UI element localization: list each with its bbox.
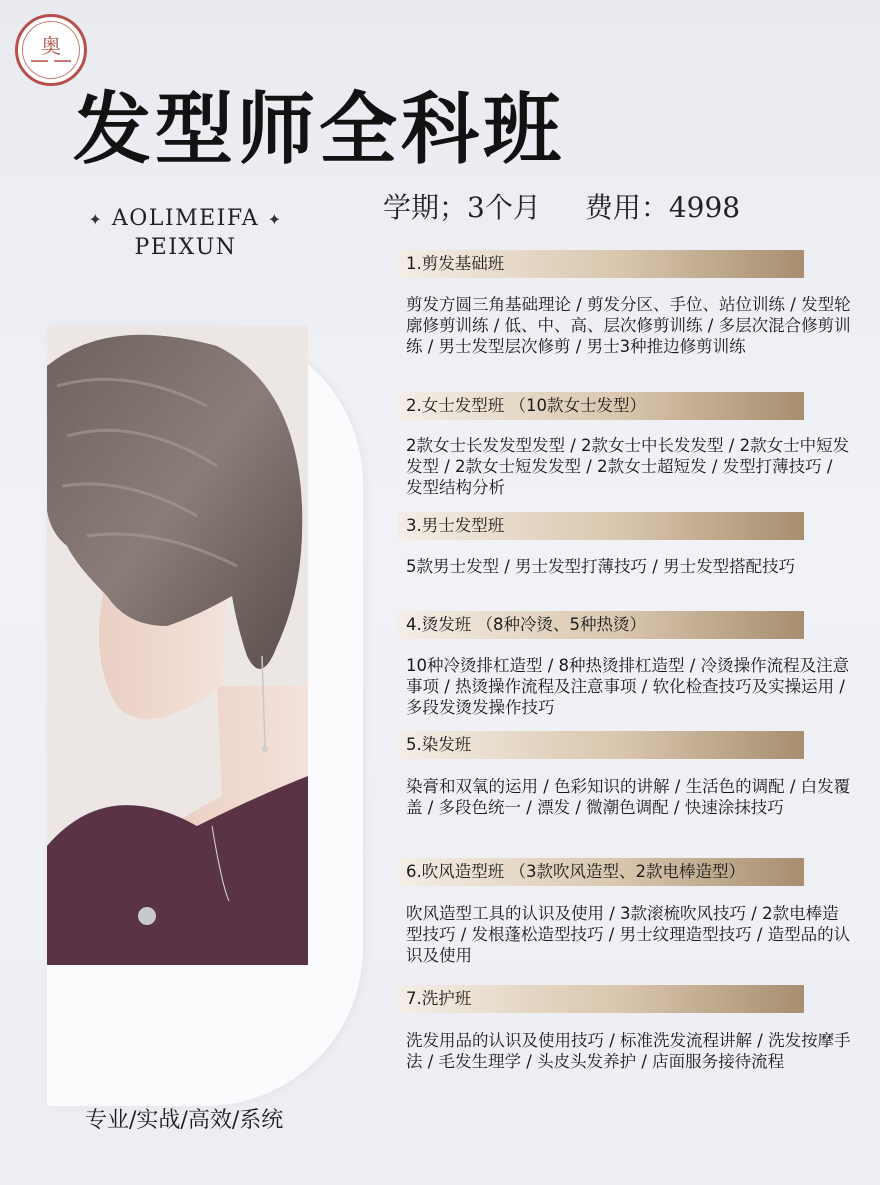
course-5-header: 5.染发班 (398, 731, 804, 759)
model-illustration (47, 326, 308, 965)
course-4-header: 4.烫发班 （8种冷烫、5种热烫） (398, 611, 804, 639)
brand-name (78, 205, 293, 262)
course-1-description: 剪发方圆三角基础理论 / 剪发分区、手位、站位训练 / 发型轮廓修剪训练 / 低、中、高、层次修剪训练 / 多层次混合修剪训练 / 男士发型层次修剪 / 男士3种推边修剪训练 (406, 295, 851, 356)
logo-subtext (31, 59, 71, 65)
course-2-description: 2款女士长发发型发型 / 2款女士中长发发型 / 2款女士中短发发型 / 2款女士短发发型 / 2款女士超短发 / 发型打薄技巧 / 发型结构分析 (406, 436, 850, 497)
brand-line-2: PEIXUN (134, 235, 237, 260)
course-1-header: 1.剪发基础班 (398, 250, 804, 278)
course-7-description: 洗发用品的认识及使用技巧 / 标准洗发流程讲解 / 洗发按摩手法 / 毛发生理学 / 头皮头发养护 / 店面服务接待流程 (406, 1031, 851, 1071)
course-3-header: 3.男士发型班 (398, 512, 804, 540)
fee-text: 费用：4998 (584, 191, 741, 224)
course-6-header: 6.吹风造型班 （3款吹风造型、2款电棒造型） (398, 858, 804, 886)
course-7-header: 7.洗护班 (398, 985, 804, 1013)
term-text: 学期；3个月 (383, 191, 541, 224)
course-3-description: 5款男士发型 / 男士发型打薄技巧 / 男士发型搭配技巧 (406, 557, 796, 576)
star-icon: ✦ (267, 210, 283, 229)
term-fee-line (383, 186, 740, 226)
logo-seal (22, 21, 80, 79)
page-title: 发型师全科班 (73, 85, 566, 175)
course-4-description: 10种冷烫排杠造型 / 8种热烫排杠造型 / 冷烫操作流程及注意事项 / 热烫操作流程及注意事项 / 软化检查技巧及实操运用 / 多段发烫发操作技巧 (406, 656, 850, 717)
brand-logo (15, 14, 87, 86)
star-icon: ✦ (88, 210, 104, 229)
logo-mark: 奥 (41, 34, 61, 58)
course-6-description: 吹风造型工具的认识及使用 / 3款滚梳吹风技巧 / 2款电棒造型技巧 / 发根蓬松造型技巧 / 男士纹理造型技巧 / 造型品的认识及使用 (406, 904, 851, 965)
course-2-header: 2.女士发型班 （10款女士发型） (398, 392, 804, 420)
course-5-description: 染膏和双氧的运用 / 色彩知识的讲解 / 生活色的调配 / 白发覆盖 / 多段色统一 / 漂发 / 微潮色调配 / 快速涂抹技巧 (406, 777, 851, 817)
model-photo (47, 326, 308, 965)
brand-line-1: AOLIMEIFA (111, 206, 260, 231)
slogan: 专业/实战/高效/系统 (85, 1108, 284, 1133)
